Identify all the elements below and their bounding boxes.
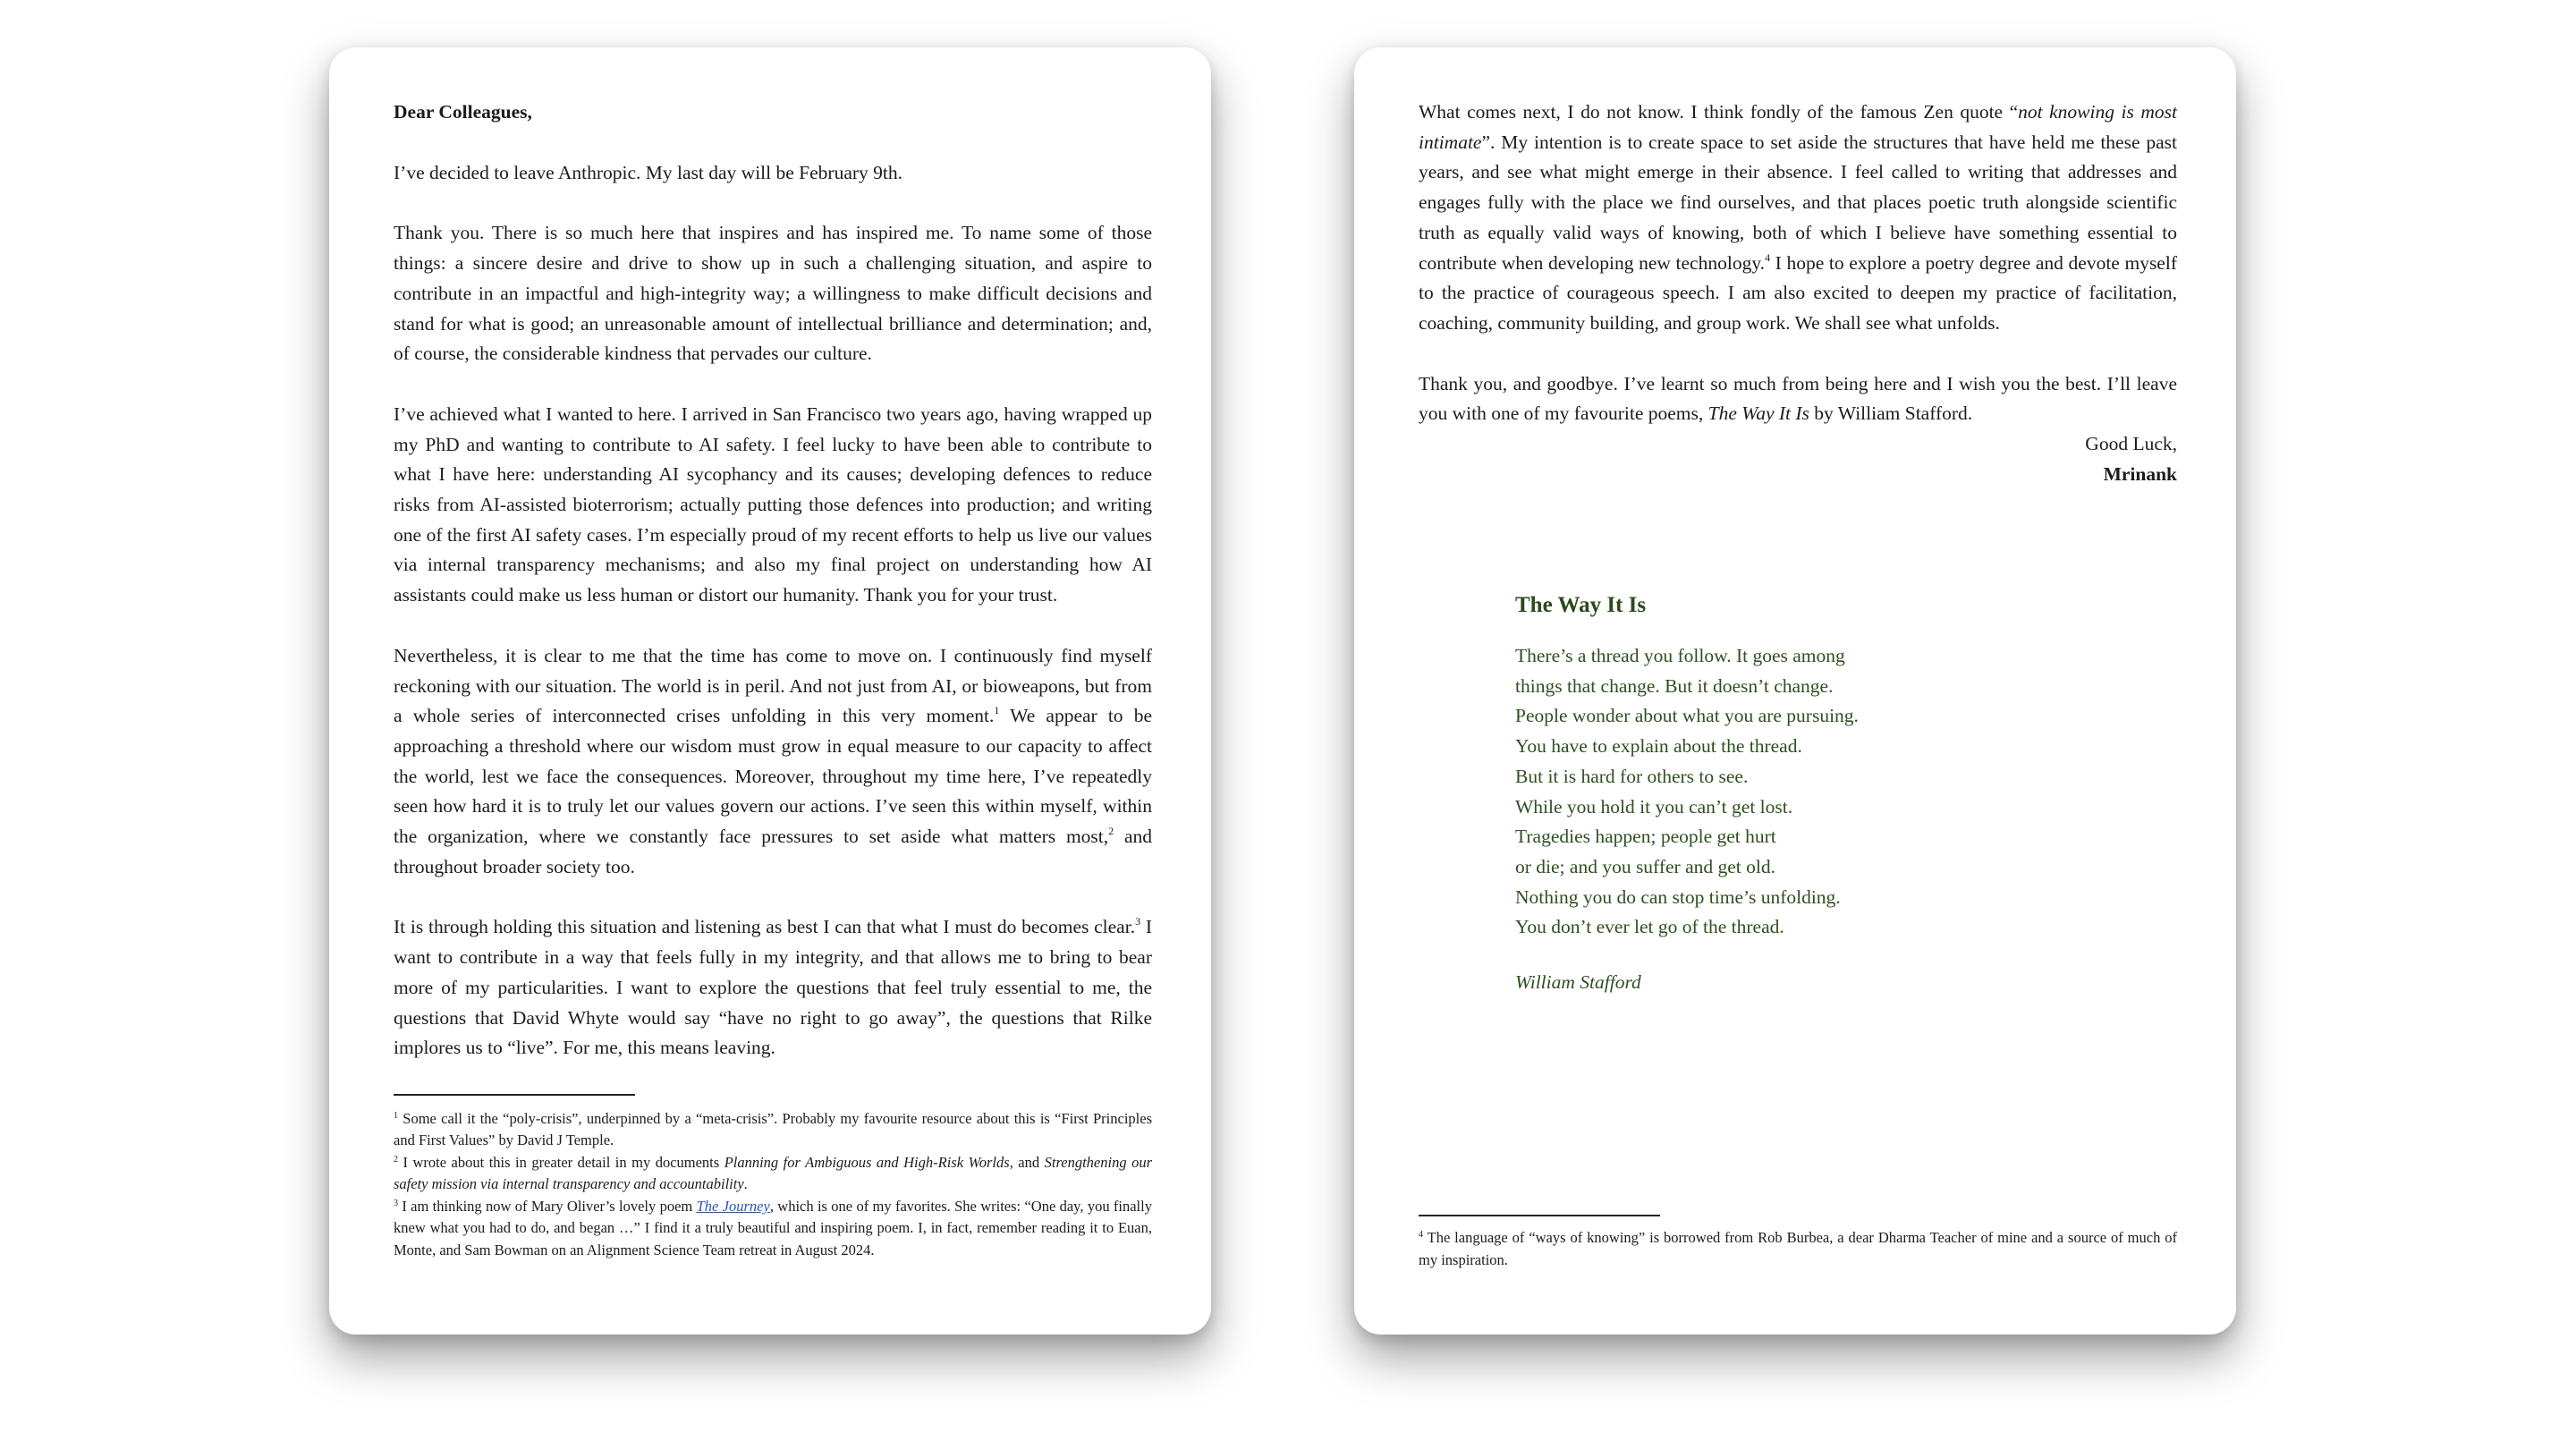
footnote-ref-3[interactable]: 3 [1135, 915, 1141, 928]
footnote-divider [1419, 1215, 1660, 1216]
footnote-2 [394, 1152, 1152, 1196]
poem-line: People wonder about what you are pursuing. [1515, 705, 1859, 727]
paragraph-achievements: I’ve achieved what I wanted to here. I arrived in San Francisco two years ago, having wrapped up my PhD and wanting to contribute to AI safety. I feel lucky to have been able to contribute to what I have here: understanding AI sycophancy and its causes; developing defences to reduce risks from AI-assisted bioterrorism; actually putting those defences into production; and writing one of the first AI safety cases. I’m especially proud of my recent efforts to help us live our values via internal transparency mechanisms; and also my final project on understanding how AI assistants could make us less human or distort our humanity. Thank you for your trust. [394, 402, 1152, 606]
paragraph-goodbye [1419, 369, 2177, 429]
footnote-2-doc-2: Strengthening our safety mission via internal transparency and accountability [394, 1153, 1152, 1193]
paragraph-clarity-part2: I want to contribute in a way that feels fully in my integrity, and that allows me to bring to bear more of my particularities. I want to explore the questions that feel truly essential to me, the questions that David Whyte would say “have no right to go away”, the questions that Rilke implores us to “live”. For me, this means leaving. [394, 916, 1152, 1059]
footnote-3 [394, 1196, 1152, 1262]
poem-line: You have to explain about the thread. [1515, 735, 1802, 758]
signature-name: Mrinank [2103, 462, 2177, 485]
footnote-1-number: 1 [394, 1110, 398, 1121]
poem-title-reference: The Way It Is [1707, 402, 1809, 425]
paragraph-what-next-part1: What comes next, I do not know. I think fondly of the famous Zen quote “ [1419, 101, 2019, 123]
footnote-area-page-2 [1419, 1215, 2177, 1271]
poem-line: or die; and you suffer and get old. [1515, 855, 1775, 877]
footnote-4 [1419, 1227, 2177, 1271]
poem-line: While you hold it you can’t get lost. [1515, 795, 1793, 818]
footnote-2-doc-1: Planning for Ambiguous and High-Risk Worlds [724, 1153, 1010, 1171]
footnote-2-number: 2 [394, 1154, 398, 1165]
paragraph-clarity-part1: It is through holding this situation and listening as best I can that what I must do becomes clear. [394, 916, 1136, 938]
poem-line: Tragedies happen; people get hurt [1515, 826, 1776, 848]
footnote-ref-1[interactable]: 1 [994, 704, 1000, 717]
poem-author: William Stafford [1515, 971, 1641, 994]
paragraph-reckoning [394, 641, 1152, 883]
paragraph-reckoning-part1: Nevertheless, it is clear to me that the time has come to move on. I continuously find myself reckoning with our situation. The world is in peril. And not just from AI, or bioweapons, but from a whole series of interconnected crises unfolding in this very moment. [394, 644, 1152, 727]
letter-greeting: Dear Colleagues, [394, 101, 532, 123]
the-journey-link[interactable]: The Journey [696, 1197, 770, 1215]
footnote-4-number: 4 [1419, 1230, 1423, 1240]
paragraph-what-next-part3: I hope to explore a poetry degree and devote myself to the practice of courageous speech. I am also excited to deepen my practice of facilitation, coaching, community building, and group work. We shall see what unfolds. [1419, 251, 2177, 334]
paragraph-reckoning-part2: We appear to be approaching a threshold where our wisdom must grow in equal measure to our capacity to affect the world, lest we face the consequences. Moreover, throughout my time here, I’ve repeatedly seen how hard it is to truly let our values govern our actions. I’ve seen this within myself, within the organization, where we constantly face pressures to set aside what matters most, [394, 705, 1152, 848]
footnote-2-text-a: I wrote about this in greater detail in my documents [398, 1153, 724, 1171]
letter-page-2 [1354, 47, 2236, 1335]
footnote-divider [394, 1094, 635, 1096]
zen-quote: not knowing is most intimate [1419, 101, 2177, 153]
poem-line: But it is hard for others to see. [1515, 765, 1749, 787]
closing-line: Good Luck, [2085, 433, 2177, 455]
footnote-3-text-a: I am thinking now of Mary Oliver’s lovely poem [398, 1197, 697, 1215]
paragraph-goodbye-part1: Thank you, and goodbye. I’ve learnt so much from being here and I wish you the best. I’ll leave you with one of my favourite poems, [1419, 372, 2177, 425]
footnote-2-text-b: , and [1009, 1153, 1045, 1171]
paragraph-thanks: Thank you. There is so much here that inspires and has inspired me. To name some of those things: a sincere desire and drive to show up in such a challenging situation, and aspire to contribute in an impactful and high-integrity way; a willingness to make difficult decisions and stand for what is good; an unreasonable amount of intellectual brilliance and determination; and, of course, the considerable kindness that pervades our culture. [394, 222, 1152, 365]
paragraph-goodbye-part2: by William Stafford. [1809, 402, 1973, 425]
poem-line: There’s a thread you follow. It goes among [1515, 645, 1845, 666]
paragraph-clarity [394, 912, 1152, 1063]
footnote-ref-2[interactable]: 2 [1108, 825, 1114, 838]
footnote-3-text-b: , which is one of my favorites. She writes: “One day, you finally knew what you had to do, and began …” I find it a truly beautiful and inspiring poem. I, in fact, remember reading it to Euan, Monte, and Sam Bowman on an Alignment Science Team retreat in August 2024. [394, 1197, 1152, 1258]
footnote-1 [394, 1108, 1152, 1152]
footnote-4-text: The language of “ways of knowing” is borrowed from Rob Burbea, a dear Dharma Teacher of mine and a source of much of my inspiration. [1419, 1229, 2177, 1268]
footnote-2-text-c: . [743, 1175, 748, 1193]
paragraph-reckoning-part3: and throughout broader society too. [394, 826, 1153, 877]
letter-page-1 [329, 47, 1211, 1335]
footnote-1-text: Some call it the “poly-crisis”, underpinned by a “meta-crisis”. Probably my favourite resource about this is “First Principles and First Values” by David J Temple. [394, 1109, 1152, 1149]
paragraph-what-next [1419, 97, 2177, 339]
paragraph-departure: I’ve decided to leave Anthropic. My last day will be February 9th. [394, 161, 902, 183]
poem-line: Nothing you do can stop time’s unfolding. [1515, 886, 1841, 908]
poem-title: The Way It Is [1515, 593, 1647, 617]
poem-block [1515, 593, 1859, 1013]
footnote-ref-4[interactable]: 4 [1765, 250, 1771, 264]
poem-line: You don’t ever let go of the thread. [1515, 916, 1784, 938]
poem-line: things that change. But it doesn’t change. [1515, 674, 1834, 697]
paragraph-what-next-part2: ”. My intention is to create space to set aside the structures that have held me these past years, and see what might emerge in their absence. I feel called to writing that addresses and engages fully with the place we find ourselves, and that places poetic truth alongside scientific truth as equally valid ways of knowing, both of which I believe have something essential to contribute when developing new technology. [1419, 131, 2177, 274]
footnote-3-number: 3 [394, 1198, 398, 1208]
